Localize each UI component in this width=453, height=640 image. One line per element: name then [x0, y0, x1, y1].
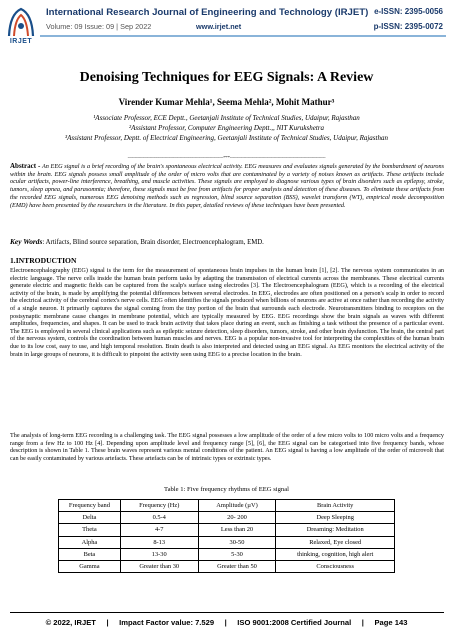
keywords: [10, 237, 444, 246]
table-cell: Relaxed, Eye closed: [276, 536, 395, 548]
section-heading: 1.INTRODUCTION: [10, 256, 77, 265]
table-cell: 20- 200: [198, 512, 276, 524]
table-header-row: [59, 500, 395, 512]
table-cell: 13-30: [120, 548, 198, 560]
table-cell: Deep Sleeping: [276, 512, 395, 524]
table-row: [59, 524, 395, 536]
table-cell: 0.5-4: [120, 512, 198, 524]
journal-website-link[interactable]: www.irjet.net: [196, 22, 242, 31]
table-cell: Greater than 30: [120, 560, 198, 572]
table-row: [59, 560, 395, 572]
header-divider: [40, 35, 446, 37]
journal-name: International Research Journal of Engineering and Technology (IRJET): [46, 7, 369, 18]
frequency-table: [58, 499, 395, 573]
intro-paragraph-1: Electroencephalography (EEG) signal is the term for the measurement of spontaneous brain impulses in the human brain [1], [2]. The nervous system communicates in an electric language. The nerve cells inside the human brain perform tasks by adapting the transmission of electrical currents across the membranes. These electrical currents generate electric and magnetic fields can be captured from the scalp's surface using electrodes [3]. The Electroencephalogram (EEG), which is a recording of the electrical activity of the brain, is made by amplifying the potential differences between several electrodes. In EEG, electrodes are often positioned on a person's scalp in order to record the electrical activity of the cerebral cortex's nerve cells. EEG often identifies the signals produced when billions of neurons are active at once rather than recording the activity of a single neuron. It primarily captures the signal coming from the tiny portion of the brain that surrounds each electrode. Neurotransmitters binding to receptors on the postsynaptic membrane cause changes in membrane potential, which are typically measured by EEG. EEG recordings show the brain signals as waves with different amplitudes, frequencies, and shapes. It can be used to track brain activity that takes place during an event, such as finishing a task without the presence of a particular event. The EEG is employed in several clinical applications such as epileptic seizure detection, sleep disorders, tumors, stroke, and other brain dysfunction. The brain, the central part of the nervous system, controls the coordination between human muscles and nerves. EEG is a popular non-invasive tool for interpreting the complexities of the human brain due to its low cost, easy to use, and high temporal resolution. Brain death is also interpreted and detected using an EEG signal. As EEG monitors the electrical activity of the brain in large groups of neurons, it is difficult to pinpoint the activity seen using EEG to a precise location in the brain.: [10, 268, 444, 358]
table-cell: 4-7: [120, 524, 198, 536]
table-cell: Gamma: [59, 560, 121, 572]
table-header-cell: Brain Activity: [276, 500, 395, 512]
intro-paragraph-2: The analysis of long-term EEG recording is a challenging task. The EEG signal possesses a low amplitude of the order of a few micro volts to 100 micro volts and a frequency range from a few Hz to 100 Hz [4]. Depending upon amplitude level and frequency range [5], [6], the EEG signal can be categorised into five frequency bands, whose description is shown in Table 1. These brain waves represent various mental conditions of the patient. An EEG signal is having a low amplitude of the order of microvolt that can be easily contaminated by various artefacts. These artefacts can be of intrinsic types or extrinsic types.: [10, 433, 444, 462]
e-issn: e-ISSN: 2395-0056: [374, 7, 443, 16]
table-cell: Delta: [59, 512, 121, 524]
table-cell: 8-13: [120, 536, 198, 548]
table-row: [59, 536, 395, 548]
table-cell: Alpha: [59, 536, 121, 548]
paper-title: Denoising Techniques for EEG Signals: A Review: [79, 70, 374, 85]
table-row: [59, 512, 395, 524]
abstract-label: Abstract -: [10, 162, 41, 170]
affiliation-3: ³Assistant Professor, Deptt. of Electrical Engineering, Geetanjali Institute of Technical Studies, Udaipur, Rajasthan: [65, 134, 388, 142]
table-header-cell: Frequency band: [59, 500, 121, 512]
table-cell: Greater than 50: [198, 560, 276, 572]
affiliation-1: ¹Associate Professor, ECE Deptt., Geetanjali Institute of Technical Studies, Udaipur, Rajasthan: [93, 114, 360, 122]
table-row: [59, 548, 395, 560]
table-caption: Table 1: Five frequency rhythms of EEG signal: [164, 486, 289, 493]
footer-divider: [10, 612, 444, 613]
table-header-cell: Frequency (Hz): [120, 500, 198, 512]
keywords-text: : Artifacts, Blind source separation, Brain disorder, Electroencephalogram, EMD.: [42, 239, 264, 246]
logo-text: IRJET: [9, 38, 33, 45]
p-issn: p-ISSN: 2395-0072: [373, 22, 443, 31]
table-cell: 5-30: [198, 548, 276, 560]
section-separator: ----------------------------------------------------------------------***----------------------------------------------------------------------: [127, 156, 326, 161]
paper-authors: Virender Kumar Mehla¹, Seema Mehla², Mohit Mathur³: [118, 97, 335, 107]
table-header-cell: Amplitude (µV): [198, 500, 276, 512]
page-footer: © 2022, IRJET | Impact Factor value: 7.529 | ISO 9001:2008 Certified Journal | Page 143: [45, 618, 408, 627]
table-cell: Consciousness: [276, 560, 395, 572]
abstract-text: An EEG signal is a brief recording of the brain's spontaneous electrical activity. EEG measures and evaluates signals generated by the bombardment of neurons within the brain. EEG signals possess small amplitude of the order of micro volts that are contaminated by a variety of noises known as artifacts. These artifacts include ocular artifacts, power-line interference, breathing, and muscle activities. These signals are employed to diagnose various types of brain disorders such as epilepsy, stroke, tumors, sleep apnea, and parasomnia; therefore, these signals must be free from artifacts for proper analysis and detection of these diseases. To eliminate these artifacts from the recorded EEG signals, numerous EEG denoising methods such as regression, blind source separation (BSS), wavelet transform (WT), empirical mode decomposition (EMD) have been presented by the researchers in the literature. In this paper, detailed reviews of these techniques have been presented.: [10, 163, 444, 209]
abstract: [10, 163, 444, 209]
table-cell: Less than 20: [198, 524, 276, 536]
table-cell: thinking, cognition, high alert: [276, 548, 395, 560]
irjet-logo-icon: [6, 6, 36, 42]
table-cell: 30-50: [198, 536, 276, 548]
table-cell: Beta: [59, 548, 121, 560]
volume-issue: Volume: 09 Issue: 09 | Sep 2022: [46, 22, 152, 31]
table-cell: Dreaming: Meditation: [276, 524, 395, 536]
table-cell: Theta: [59, 524, 121, 536]
journal-header: [0, 0, 453, 52]
affiliation-2: ²Assistant Professor, Computer Engineering Deptt.,, NIT Kurukshetra: [129, 124, 324, 132]
keywords-label: Key Words: [10, 237, 43, 246]
